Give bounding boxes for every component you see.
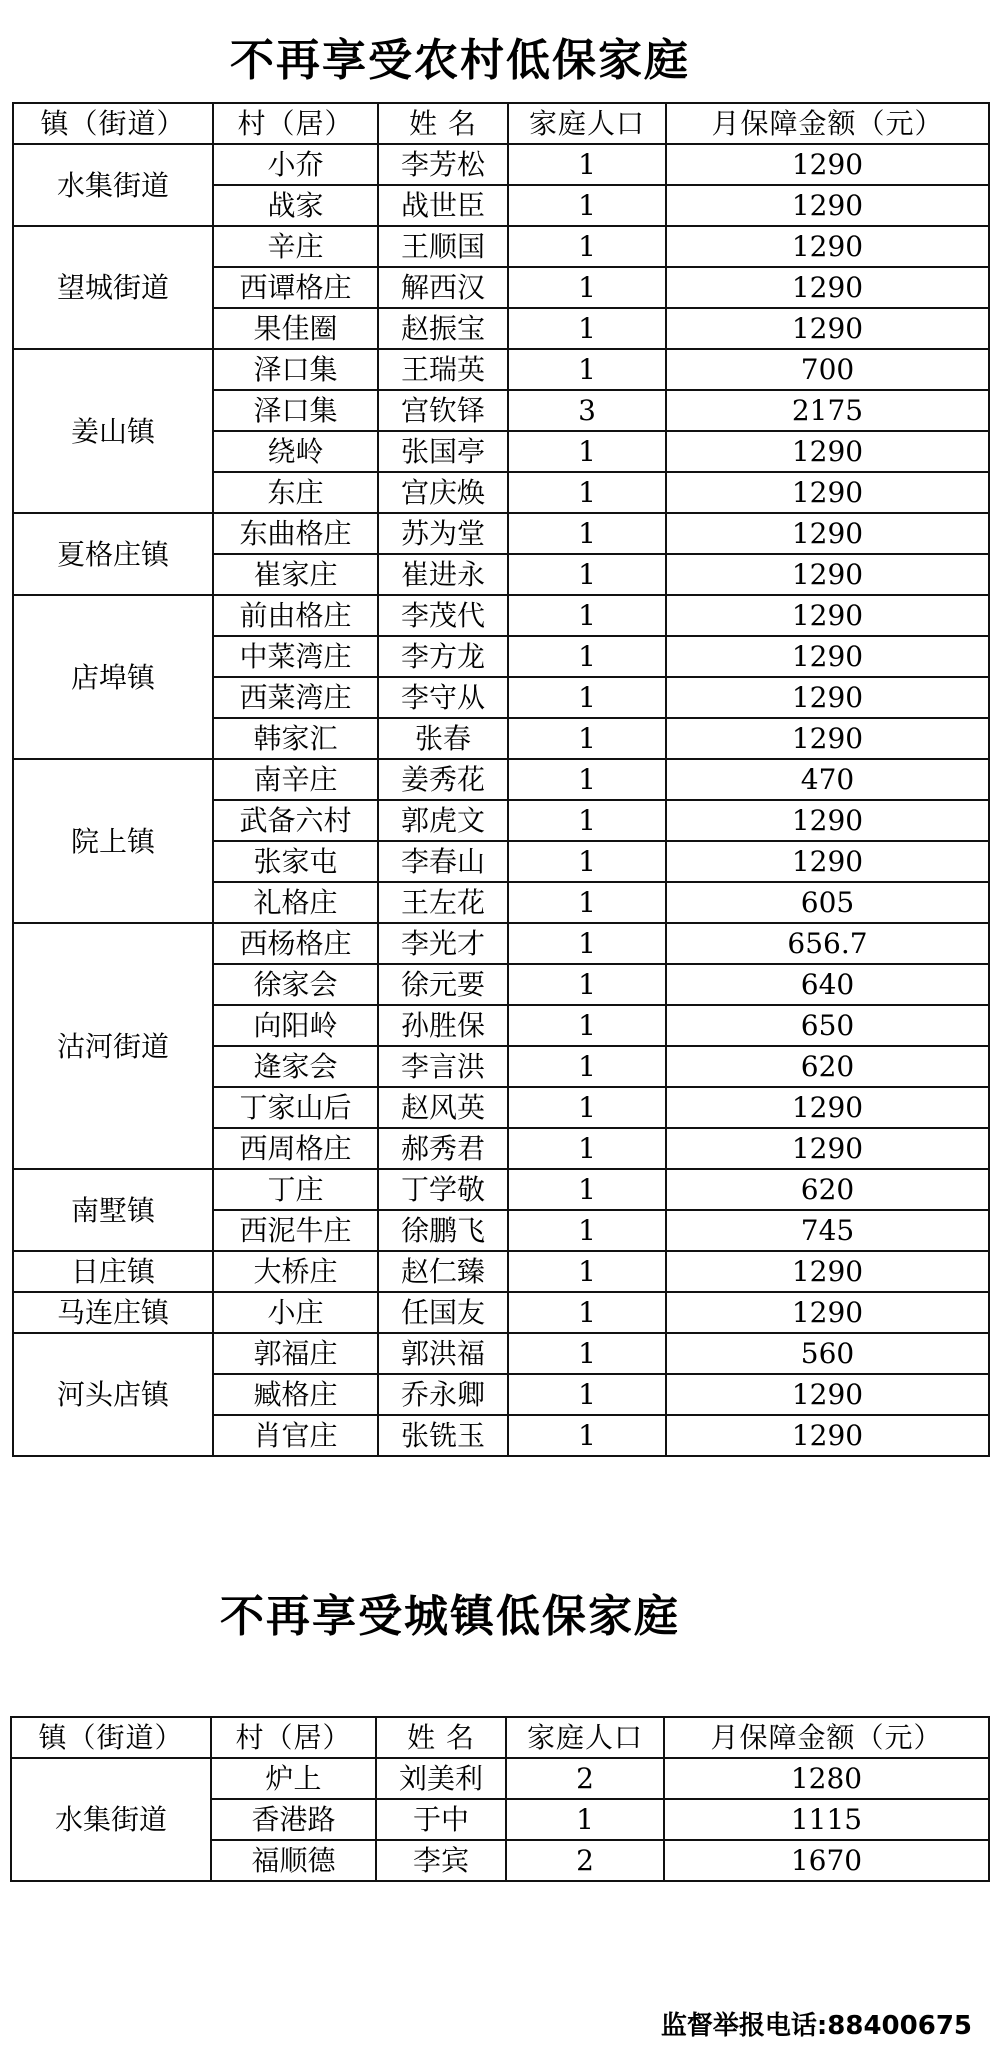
name-cell: 张春 [378,718,508,759]
household-size-cell: 1 [508,1005,666,1046]
village-cell: 东曲格庄 [213,513,378,554]
household-size-cell: 1 [508,349,666,390]
name-cell: 王顺国 [378,226,508,267]
village-cell: 郭福庄 [213,1333,378,1374]
village-cell: 西谭格庄 [213,267,378,308]
village-cell: 崔家庄 [213,554,378,595]
monthly-amount-cell: 1290 [666,472,989,513]
monthly-amount-cell: 470 [666,759,989,800]
name-cell: 苏为堂 [378,513,508,554]
village-cell: 小庄 [213,1292,378,1333]
village-cell: 大桥庄 [213,1251,378,1292]
monthly-amount-cell: 640 [666,964,989,1005]
monthly-amount-cell: 1290 [666,1128,989,1169]
monthly-amount-cell: 1290 [666,267,989,308]
monthly-amount-cell: 620 [666,1046,989,1087]
name-cell: 徐鹏飞 [378,1210,508,1251]
monthly-amount-cell: 650 [666,1005,989,1046]
name-cell: 张国亭 [378,431,508,472]
name-cell: 乔永卿 [378,1374,508,1415]
name-cell: 丁学敬 [378,1169,508,1210]
name-cell: 赵振宝 [378,308,508,349]
town-cell: 南墅镇 [13,1169,213,1251]
rural-table-body [13,144,989,1456]
monthly-amount-cell: 1290 [666,144,989,185]
name-cell: 郭洪福 [378,1333,508,1374]
household-size-cell: 1 [508,1333,666,1374]
household-size-cell: 1 [508,1087,666,1128]
monthly-amount-cell: 1290 [666,1415,989,1456]
report-hotline: 监督举报电话:88400675 [660,2011,972,2041]
name-cell: 张铣玉 [378,1415,508,1456]
household-size-cell: 1 [508,718,666,759]
name-cell: 徐元要 [378,964,508,1005]
table-row [13,1333,989,1374]
monthly-amount-cell: 1290 [666,1374,989,1415]
town-cell: 夏格庄镇 [13,513,213,595]
household-size-cell: 2 [506,1840,664,1881]
name-cell: 赵风英 [378,1087,508,1128]
urban-table-body [11,1758,989,1881]
table-row [11,1758,989,1799]
village-cell: 福顺德 [211,1840,376,1881]
household-size-cell: 1 [508,1292,666,1333]
village-cell: 战家 [213,185,378,226]
village-cell: 礼格庄 [213,882,378,923]
monthly-amount-cell: 1290 [666,800,989,841]
monthly-amount-cell: 1290 [666,185,989,226]
monthly-amount-cell: 1290 [666,677,989,718]
household-size-cell: 1 [508,185,666,226]
village-cell: 果佳圈 [213,308,378,349]
name-cell: 王左花 [378,882,508,923]
household-size-cell: 1 [508,636,666,677]
household-size-cell: 2 [506,1758,664,1799]
town-cell: 店埠镇 [13,595,213,759]
town-cell: 沽河街道 [13,923,213,1169]
rural-header-row [13,103,989,144]
village-cell: 西周格庄 [213,1128,378,1169]
monthly-amount-cell: 1290 [666,718,989,759]
monthly-amount-cell: 1290 [666,554,989,595]
household-size-cell: 1 [508,964,666,1005]
table-row [13,923,989,964]
name-cell: 赵仁臻 [378,1251,508,1292]
name-cell: 郭虎文 [378,800,508,841]
header-name: 姓 名 [376,1717,506,1758]
urban-table [10,1716,990,1882]
monthly-amount-cell: 1280 [664,1758,989,1799]
name-cell: 宫钦铎 [378,390,508,431]
header-name: 姓 名 [378,103,508,144]
household-size-cell: 1 [508,267,666,308]
village-cell: 丁庄 [213,1169,378,1210]
header-household-size: 家庭人口 [506,1717,664,1758]
household-size-cell: 1 [508,841,666,882]
monthly-amount-cell: 1290 [666,595,989,636]
town-cell: 望城街道 [13,226,213,349]
name-cell: 于中 [376,1799,506,1840]
table-row [13,513,989,554]
name-cell: 宫庆焕 [378,472,508,513]
table-row [13,1251,989,1292]
monthly-amount-cell: 2175 [666,390,989,431]
village-cell: 西泥牛庄 [213,1210,378,1251]
village-cell: 臧格庄 [213,1374,378,1415]
table-row [13,759,989,800]
village-cell: 泽口集 [213,390,378,431]
household-size-cell: 1 [508,554,666,595]
urban-table-title: 不再享受城镇低保家庭 [220,1591,680,1642]
household-size-cell: 1 [508,1169,666,1210]
household-size-cell: 1 [508,923,666,964]
header-village: 村（居） [211,1717,376,1758]
village-cell: 丁家山后 [213,1087,378,1128]
household-size-cell: 3 [508,390,666,431]
town-cell: 河头店镇 [13,1333,213,1456]
header-town: 镇（街道） [11,1717,211,1758]
monthly-amount-cell: 1290 [666,308,989,349]
table-row [13,144,989,185]
household-size-cell: 1 [508,472,666,513]
name-cell: 刘美利 [376,1758,506,1799]
village-cell: 绕岭 [213,431,378,472]
monthly-amount-cell: 1115 [664,1799,989,1840]
urban-header-row [11,1717,989,1758]
household-size-cell: 1 [508,1128,666,1169]
monthly-amount-cell: 1290 [666,841,989,882]
town-cell: 水集街道 [13,144,213,226]
table-row [13,349,989,390]
household-size-cell: 1 [508,513,666,554]
village-cell: 香港路 [211,1799,376,1840]
monthly-amount-cell: 656.7 [666,923,989,964]
name-cell: 郝秀君 [378,1128,508,1169]
village-cell: 东庄 [213,472,378,513]
household-size-cell: 1 [506,1799,664,1840]
household-size-cell: 1 [508,677,666,718]
household-size-cell: 1 [508,1251,666,1292]
town-cell: 院上镇 [13,759,213,923]
monthly-amount-cell: 1290 [666,431,989,472]
monthly-amount-cell: 605 [666,882,989,923]
monthly-amount-cell: 1290 [666,1251,989,1292]
town-cell: 马连庄镇 [13,1292,213,1333]
town-cell: 日庄镇 [13,1251,213,1292]
rural-table [12,102,990,1457]
village-cell: 徐家会 [213,964,378,1005]
village-cell: 南辛庄 [213,759,378,800]
household-size-cell: 1 [508,1415,666,1456]
table-row [13,1292,989,1333]
monthly-amount-cell: 1290 [666,226,989,267]
header-village: 村（居） [213,103,378,144]
table-row [13,226,989,267]
monthly-amount-cell: 1290 [666,636,989,677]
name-cell: 李宾 [376,1840,506,1881]
name-cell: 姜秀花 [378,759,508,800]
header-household-size: 家庭人口 [508,103,666,144]
name-cell: 李茂代 [378,595,508,636]
name-cell: 战世臣 [378,185,508,226]
monthly-amount-cell: 1670 [664,1840,989,1881]
name-cell: 任国友 [378,1292,508,1333]
village-cell: 武备六村 [213,800,378,841]
name-cell: 李光才 [378,923,508,964]
monthly-amount-cell: 1290 [666,1292,989,1333]
name-cell: 李春山 [378,841,508,882]
village-cell: 肖官庄 [213,1415,378,1456]
household-size-cell: 1 [508,1046,666,1087]
name-cell: 李方龙 [378,636,508,677]
village-cell: 泽口集 [213,349,378,390]
household-size-cell: 1 [508,800,666,841]
name-cell: 李芳松 [378,144,508,185]
household-size-cell: 1 [508,1374,666,1415]
household-size-cell: 1 [508,431,666,472]
header-monthly-amount: 月保障金额（元） [664,1717,989,1758]
household-size-cell: 1 [508,595,666,636]
village-cell: 西杨格庄 [213,923,378,964]
table-row [13,595,989,636]
name-cell: 解西汉 [378,267,508,308]
village-cell: 张家屯 [213,841,378,882]
rural-table-title: 不再享受农村低保家庭 [230,35,690,86]
household-size-cell: 1 [508,226,666,267]
table-row [13,1169,989,1210]
village-cell: 韩家汇 [213,718,378,759]
town-cell: 水集街道 [11,1758,211,1881]
village-cell: 中菜湾庄 [213,636,378,677]
household-size-cell: 1 [508,1210,666,1251]
header-town: 镇（街道） [13,103,213,144]
village-cell: 前由格庄 [213,595,378,636]
household-size-cell: 1 [508,759,666,800]
village-cell: 炉上 [211,1758,376,1799]
household-size-cell: 1 [508,144,666,185]
name-cell: 李守从 [378,677,508,718]
town-cell: 姜山镇 [13,349,213,513]
monthly-amount-cell: 620 [666,1169,989,1210]
household-size-cell: 1 [508,308,666,349]
household-size-cell: 1 [508,882,666,923]
monthly-amount-cell: 700 [666,349,989,390]
name-cell: 李言洪 [378,1046,508,1087]
monthly-amount-cell: 745 [666,1210,989,1251]
name-cell: 崔进永 [378,554,508,595]
name-cell: 王瑞英 [378,349,508,390]
monthly-amount-cell: 1290 [666,1087,989,1128]
village-cell: 辛庄 [213,226,378,267]
village-cell: 向阳岭 [213,1005,378,1046]
monthly-amount-cell: 1290 [666,513,989,554]
village-cell: 西菜湾庄 [213,677,378,718]
monthly-amount-cell: 560 [666,1333,989,1374]
village-cell: 小夼 [213,144,378,185]
village-cell: 逄家会 [213,1046,378,1087]
name-cell: 孙胜保 [378,1005,508,1046]
header-monthly-amount: 月保障金额（元） [666,103,989,144]
